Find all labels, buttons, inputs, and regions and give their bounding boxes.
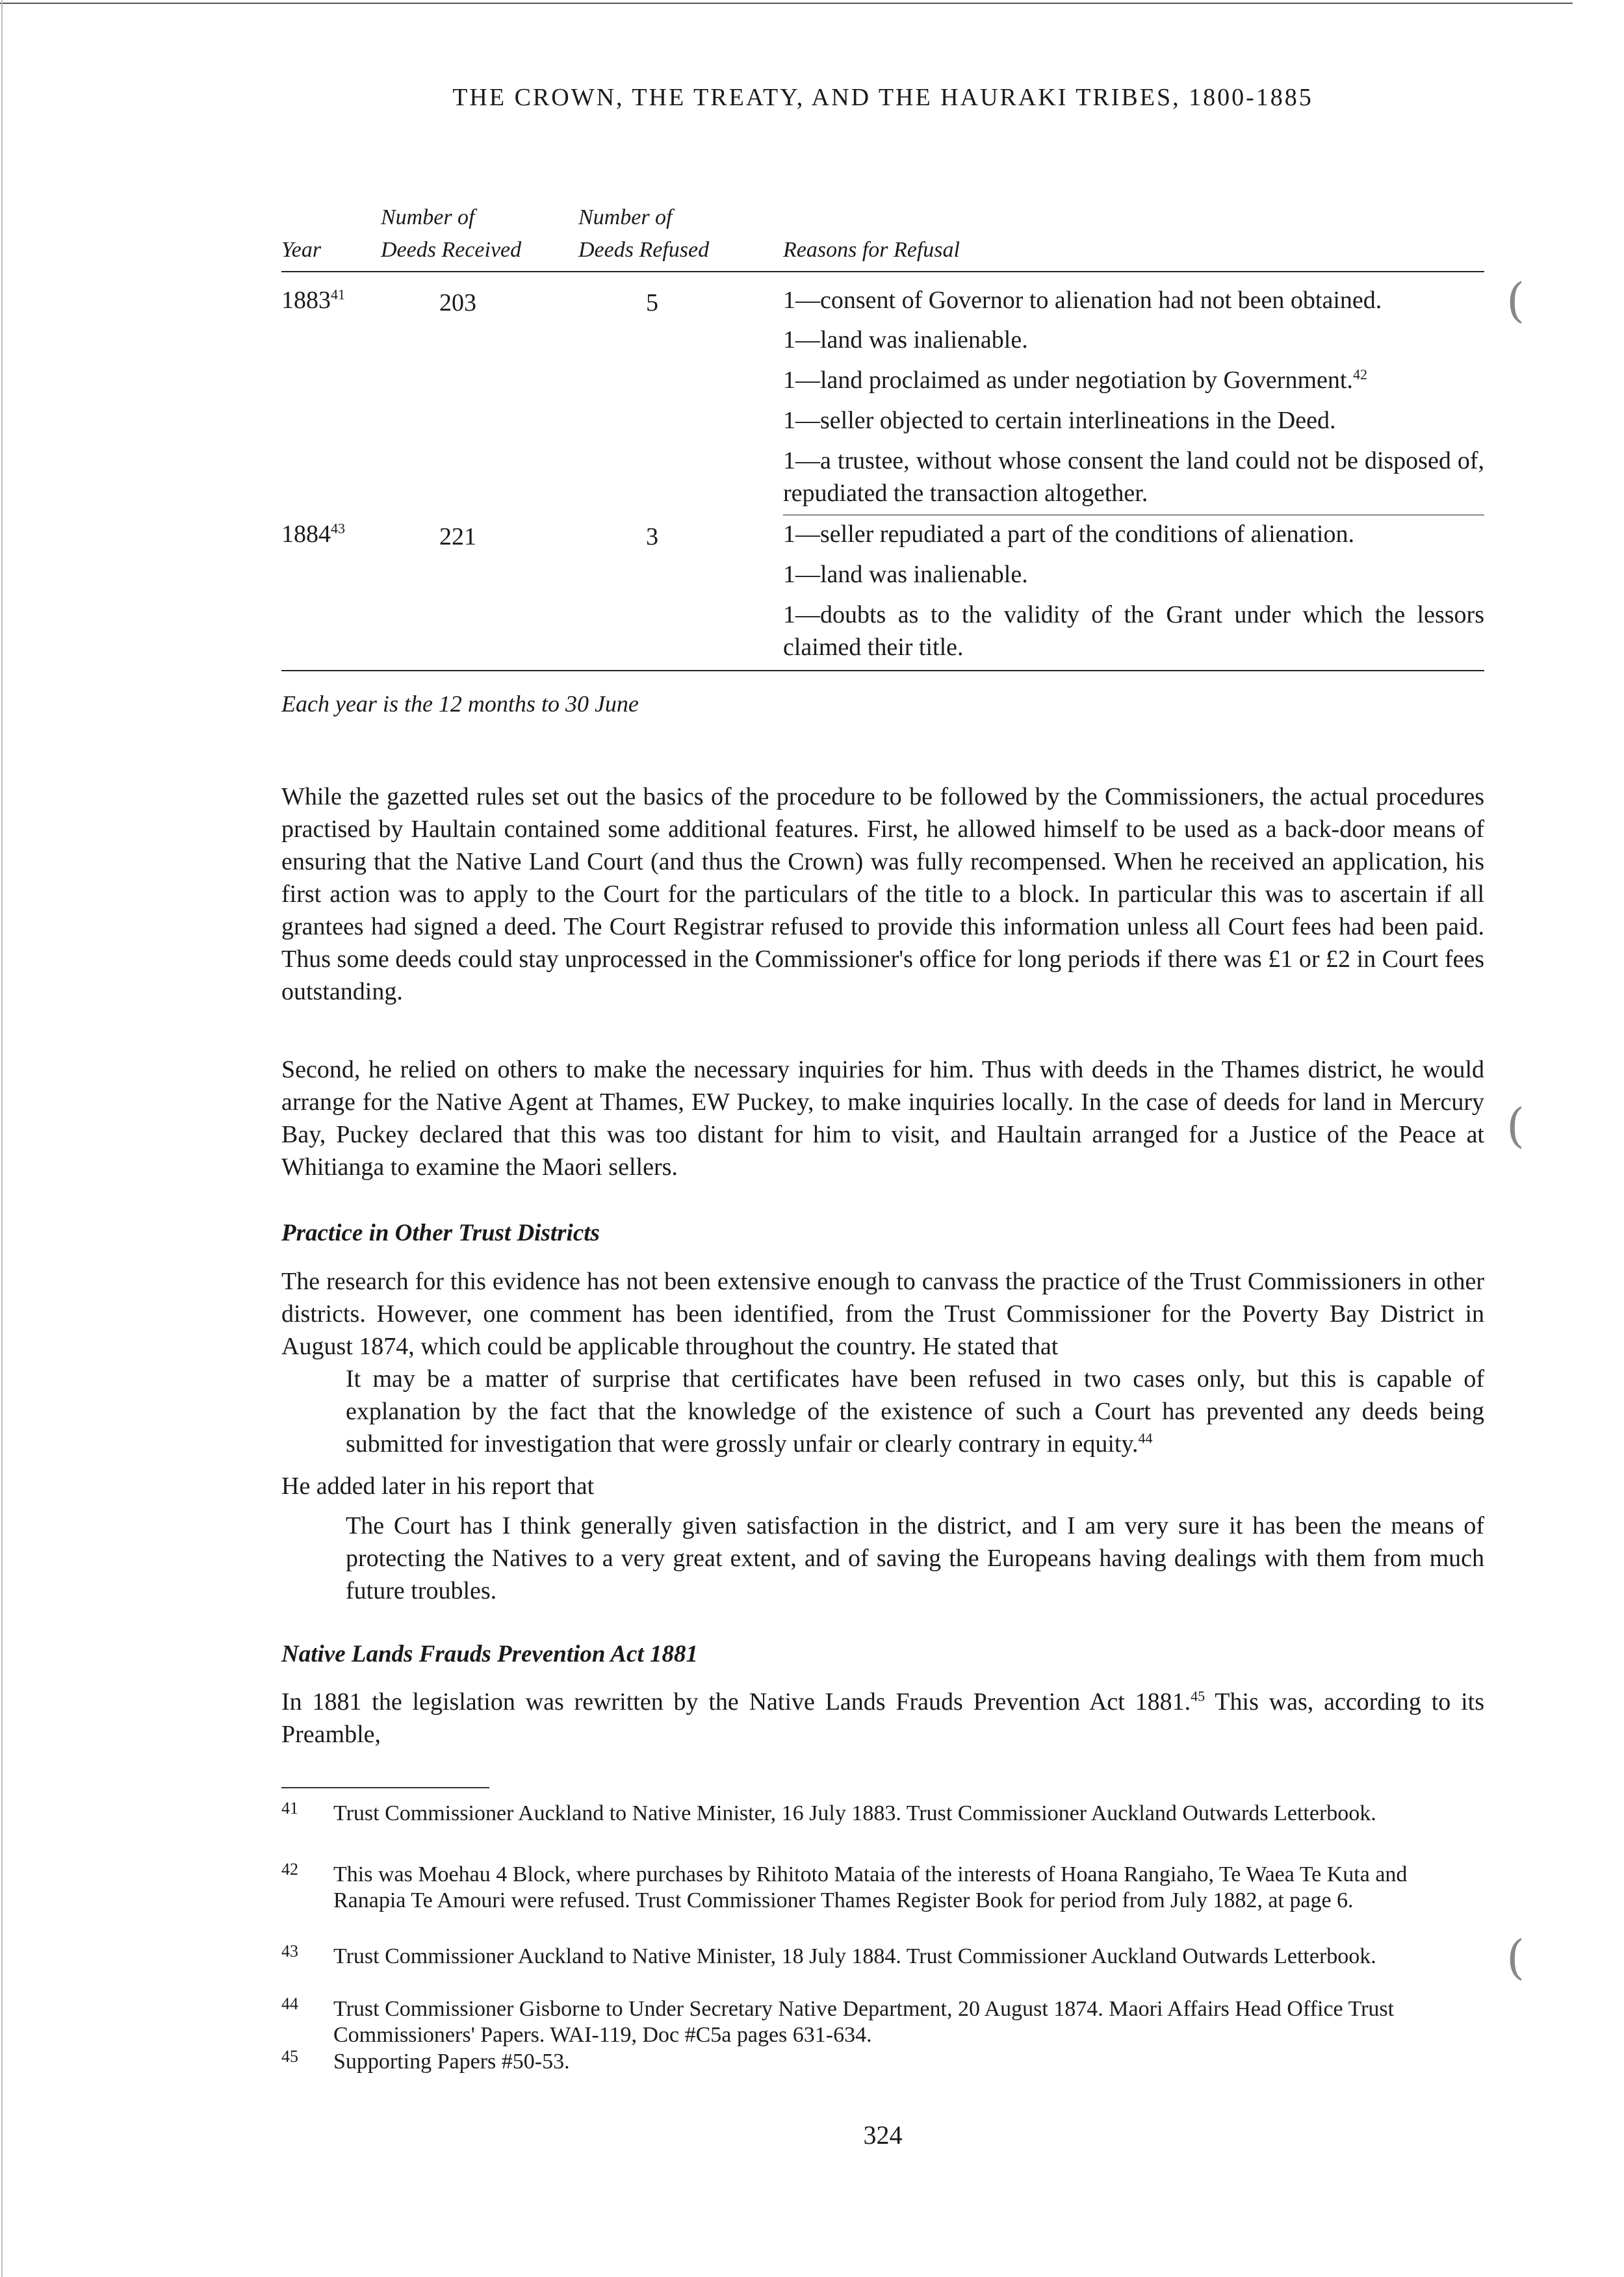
header-received-line1: Number of [381,205,475,229]
header-refused-line1: Number of [578,205,673,229]
reason-item: 1—consent of Governor to alienation had not been obtained. [783,287,1382,314]
block-quote: It may be a matter of surprise that certificates have been refused in two cases only, but this is capable of explanation by the fact that the knowledge of the existence of such a Court has prevented any deeds being submitted for investigation that were grossly unfair or clearly contrary in equity.$^{44}$ [346,1365,1484,1458]
footnote-text: Trust Commissioner Gisborne to Under Secretary Native Department, 20 August 1874. Maori Affairs Head Office Trust Commissioners' Papers. WAI-119, Doc #C5a pages 631-634. [333,1997,1395,2047]
margin-bracket-mark: ( [1506,1930,1525,1985]
table-header [281,198,1484,270]
reason-item: 1—land proclaimed as under negotiation by Government.$^{42}$ [783,366,1367,394]
margin-bracket-mark: ( [1506,273,1525,328]
footnote-text: Trust Commissioner Auckland to Native Minister, 16 July 1883. Trust Commissioner Auckland Outwards Letterbook. [333,1801,1376,1825]
table-row-year: 1884$^{43}$ [281,520,345,548]
table-row-received: 221 [439,523,476,550]
body-paragraph: Second, he relied on others to make the necessary inquiries for him. Thus with deeds in the Thames district, he would arrange for the Native Agent at Thames, EW Puckey, to make inquiries locally. In the case of deeds for land in Mercury Bay, Puckey declared that this was too distant for him to visit, and Haultain arranged for a Justice of the Peace at Whitianga to examine the Maori sellers. [281,1056,1484,1181]
margin-bracket-mark: ( [1506,1098,1525,1153]
footnote-number: 44 [281,1994,298,2013]
table-row-received: 203 [439,289,476,316]
table-note: Each year is the 12 months to 30 June [281,691,639,717]
section-subheading: Practice in Other Trust Districts [281,1220,600,1246]
footnote-rule [281,1787,489,1788]
footnote-number: 43 [281,1942,298,1961]
reason-item: 1—doubts as to the validity of the Grant under which the lessors claimed their title. [783,601,1484,661]
running-head: THE CROWN, THE TREATY, AND THE HAURAKI TRIBES, 1800-1885 [452,84,1313,111]
header-received-line2: Deeds Received [381,238,522,262]
table-row-refused: 5 [646,289,658,316]
header-year: Year [281,238,322,262]
reason-item: 1—seller objected to certain interlineations in the Deed. [783,407,1336,434]
table-header-rule [281,271,1484,272]
footnote-number: 41 [281,1799,298,1818]
body-paragraph: While the gazetted rules set out the basics of the procedure to be followed by the Commissioners, the actual procedures practised by Haultain contained some additional features. First, he allowed himself to be used as a back-door means of ensuring that the Native Land Court (and thus the Crown) was fully recompensed. When he received an application, his first action was to apply to the Court for the particulars of the title to a block. In particular this was to ascertain if all grantees had signed a deed. The Court Registrar refused to provide this information unless all Court fees had been paid. Thus some deeds could stay unprocessed in the Commissioner's office for long periods if there was £1 or £2 in Court fees outstanding. [281,783,1484,1005]
footnote-text: This was Moehau 4 Block, where purchases by Rihitoto Mataia of the interests of Hoana Rangiaho, Te Waea Te Kuta and Ranapia Te Amouri were refused. Trust Commissioner Thames Register Book for period from July 1882, at page 6. [333,1862,1408,1912]
body-paragraph: In 1881 the legislation was rewritten by the Native Lands Frauds Prevention Act 1881.45 This was, according to its Preamble, [281,1688,1484,1748]
scan-top-rule [0,3,1573,4]
table-bottom-rule [281,670,1484,671]
body-paragraph: The research for this evidence has not been extensive enough to canvass the practice of the Trust Commissioners in other districts. However, one comment has been identified, from the Trust Commissioner for the Poverty Bay District in August 1874, which could be applicable throughout the country. He stated that [281,1268,1484,1360]
footnote-text: Supporting Papers #50-53. [333,2050,570,2074]
page-number: 324 [863,2120,903,2150]
reason-item: 1—seller repudiated a part of the conditions of alienation. [783,521,1354,548]
section-subheading: Native Lands Frauds Prevention Act 1881 [281,1641,698,1667]
reason-item: 1—land was inalienable. [783,561,1028,588]
footnote-text: Trust Commissioner Auckland to Native Minister, 18 July 1884. Trust Commissioner Auckland Outwards Letterbook. [333,1944,1376,1968]
footnote-number: 45 [281,2047,298,2066]
reason-item: 1—a trustee, without whose consent the land could not be disposed of, repudiated the transaction altogether. [783,447,1484,507]
body-paragraph: He added later in his report that [281,1473,595,1500]
block-quote: The Court has I think generally given satisfaction in the district, and I am very sure it has been the means of protecting the Natives to a very great extent, and of saving the Europeans having dealings with them from much future troubles. [346,1512,1484,1604]
scan-left-edge [1,0,3,2277]
header-reasons: Reasons for Refusal [783,238,960,262]
table-row-refused: 3 [646,523,658,550]
footnote-number: 42 [281,1860,298,1879]
reason-item: 1—land was inalienable. [783,326,1028,354]
header-refused-line2: Deeds Refused [578,238,710,262]
table-row-year: 1883$^{41}$ [281,286,345,314]
